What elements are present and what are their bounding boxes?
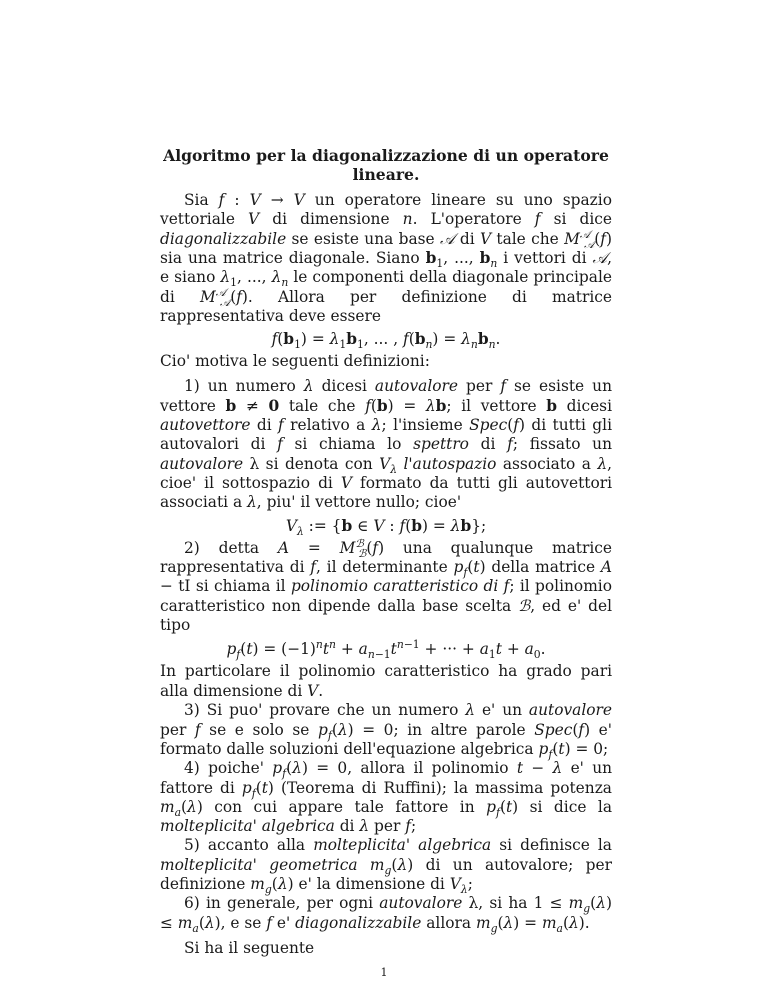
paragraph-motivation: Cio' motiva le seguenti definizioni: bbox=[160, 352, 430, 371]
paragraph-intro: Sia f : V → V un operatore lineare su uno spazio vettoriale V di dimensione n. L'operatore f si dice diagonalizzabile se esiste una base 𝒜 di V tale che $M^𝒜_𝒜(f)$ sia una matrice diagonale. Siano $b_1$, ..., $b_n$ i vettori di 𝒜, e siano $\lambda_1$, ..., $\lambda_n$ le componenti della diagonale principale di $M^𝒜_𝒜(f)$. Allora per definizione di matrice rappresentativa deve essere bbox=[160, 190, 613, 325]
definition-item-4: 4) poiche' $p_f(\lambda) = 0$, allora il polinomio t − λ e' un fattore di $p_f(t)$ (Teorema di Ruffini); la massima potenza $m_a(\lambda)$ con cui appare tale fattore in $p_f(t)$ si dice la molteplicita' algebrica di λ per f; bbox=[160, 759, 613, 836]
definition-item-2: 2) detta $A = M^ℬ_ℬ(f)$ una qualunque matrice rappresentativa di f, il determinante $p_f(t)$ della matrice A − tI si chiama il polinomio caratteristico di f; il polinomio caratteristico non dipende dalla base scelta ℬ, ed e' del tipo bbox=[160, 536, 613, 635]
definition-item-6: 6) in generale, per ogni autovalore λ, si ha $1 \le m_g(\lambda) \le m_a(\lambda)$, e se f e' diagonalizzabile allora $m_g(\lambda) = m_a(\lambda)$. bbox=[160, 894, 612, 935]
equation-eigenspace: $V_\lambda$ := {b ∈ V : f(b) = λb}; bbox=[285, 516, 487, 538]
page-number: 1 bbox=[380, 966, 388, 979]
equation-eigen-basis: $f(b_1) = \lambda_1b_1$, ... , $f(b_n) = \lambda_nb_n$. bbox=[271, 330, 501, 352]
definition-item-1: 1) un numero λ dicesi autovalore per f se esiste un vettore b ≠ 0 tale che f(b) = λb; il vettore b dicesi autovettore di f relativo a λ; l'insieme Spec(f) di tutti gli autovalori di f si chiama lo spettro di f; fissato un autovalore λ si denota con $V_\lambda$ l'autospazio associato a λ, cioe' il sottospazio di V formato da tutti gli autovettori associati a λ, piu' il vettore nullo; cioe' bbox=[160, 377, 613, 512]
equation-char-poly: $p_f(t) = (-1)^nt^n + a_{n-1}t^{n-1}$ + ··· + $a_1t + a_0$. bbox=[226, 638, 546, 662]
paragraph-degree: In particolare il polinomio caratteristico ha grado pari alla dimensione di V. bbox=[160, 662, 612, 700]
definition-item-5: 5) accanto alla molteplicita' algebrica si definisce la molteplicita' geometrica $m_g(\lambda)$ di un autovalore; per definizione $m_g(\lambda)$ e' la dimensione di $V_\lambda$; bbox=[160, 836, 612, 896]
definition-item-3: 3) Si puo' provare che un numero λ e' un autovalore per f se e solo se $p_f(\lambda) = 0$; in altre parole Spec(f) e' formato dalle soluzioni dell'equazione algebrica $p_f(t) = 0$; bbox=[160, 701, 612, 761]
section-title: Algoritmo per la diagonalizzazione di un operatore lineare. bbox=[163, 146, 609, 185]
paragraph-following: Si ha il seguente bbox=[184, 939, 315, 958]
